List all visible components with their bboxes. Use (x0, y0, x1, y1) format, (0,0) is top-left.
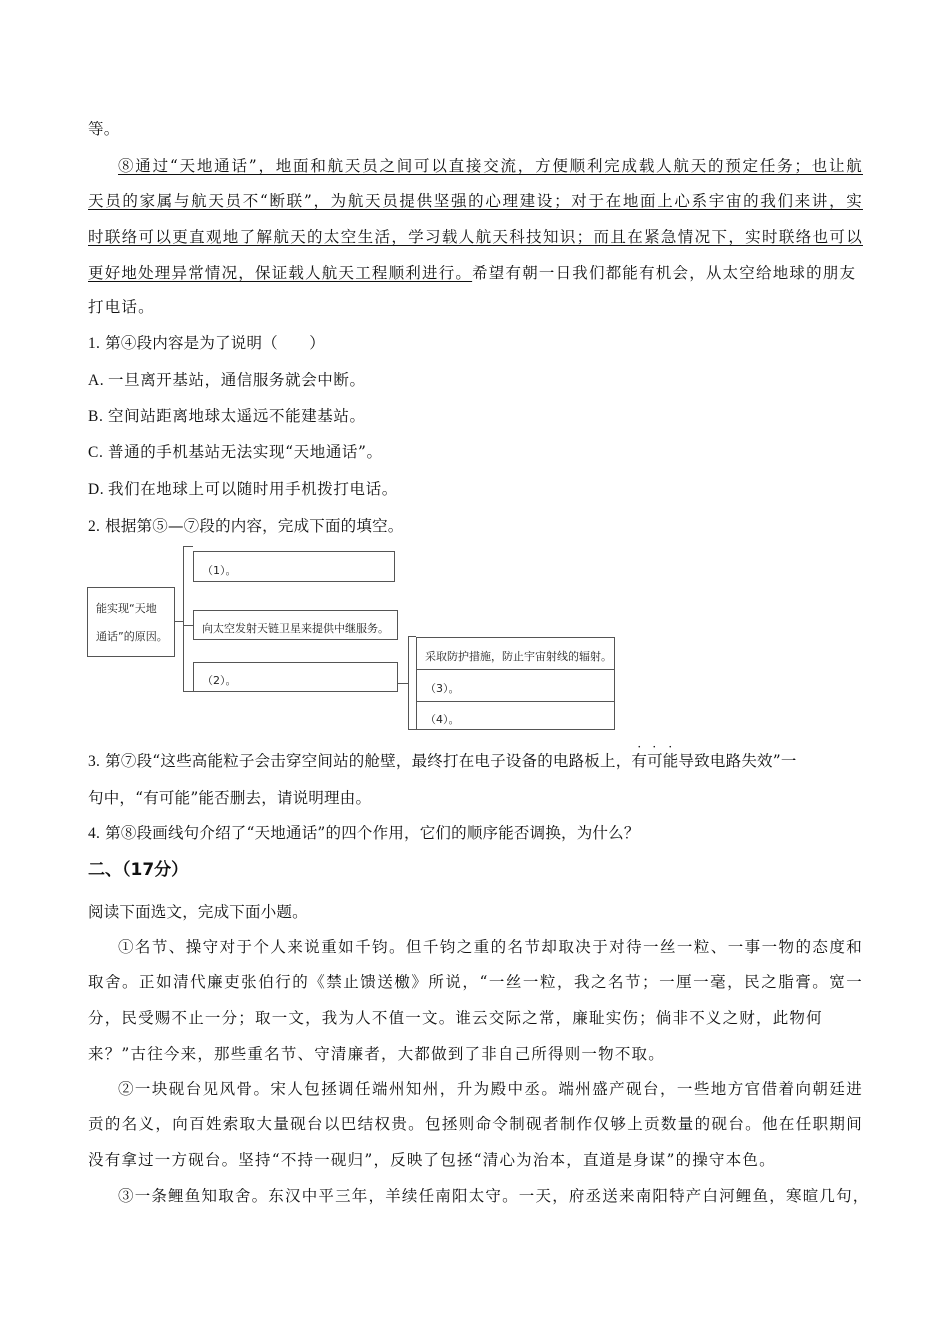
question-number: 3. (88, 753, 101, 770)
emphasized-word: · · · 有可能 (631, 740, 679, 770)
sub-reason-text: 采取防护措施，防止宇宙射线的辐射。 (425, 650, 612, 663)
option-b[interactable] (88, 405, 863, 428)
option-key: D. (88, 481, 105, 498)
passage-p2-line-2: 贡的名义，向百姓索取大量砚台以巴结权贵。包拯则命令制砚者制作仅够上贡数量的砚台。他在任职期间 (88, 1115, 863, 1133)
underlined-sentence: 更好地处理异常情况，保证载人航天工程顺利进行。 (88, 264, 473, 282)
connector (408, 636, 409, 730)
question-text: 第④段内容是为了说明（ ） (105, 334, 325, 352)
option-key: B. (88, 408, 104, 425)
question-3-line-2: 句中，“有可能”能否删去，请说明理由。 (88, 789, 372, 807)
question-number: 2. (88, 518, 101, 535)
passage-p2-line-1: ②一块砚台见风骨。宋人包拯调任端州知州，升为殿中丞。端州盛产砚台，一些地方官借着向朝廷进 (118, 1080, 863, 1098)
question-number: 4. (88, 825, 101, 842)
question-text: 第⑧段画线句介绍了“天地通话”的四个作用，它们的顺序能否调换，为什么？ (105, 824, 640, 842)
connector (183, 546, 184, 691)
diagram-root-box (87, 587, 175, 657)
blank-box-2[interactable] (193, 662, 398, 692)
blank-box-1[interactable] (193, 551, 395, 582)
para8-line-4 (88, 262, 863, 284)
connector (408, 636, 416, 637)
para8-line-2: 天员的家属与航天员不“断联”，为航天员提供坚强的心理建设；对于在地面上心系宇宙的我们来讲，实 (88, 192, 863, 210)
option-text: 空间站距离地球太遥远不能建基站。 (108, 407, 366, 425)
root-label-line-1: 能实现“天地 (96, 602, 157, 615)
connector (183, 691, 193, 692)
connector (183, 625, 193, 626)
para8-line-1: ⑧通过“天地通话”，地面和航天员之间可以直接交流，方便顺利完成载人航天的预定任务；也让航 (118, 157, 863, 175)
option-text: 普通的手机基站无法实现“天地通话”。 (108, 443, 383, 461)
option-d[interactable] (88, 478, 863, 501)
para8-line-3: 时联络可以更直观地了解航天的太空生活，学习载人航天科技知识；而且在紧急情况下，实时联络也可以 (88, 228, 863, 246)
passage-p1-line-2: 取舍。正如清代廉吏张伯行的《禁止馈送檄》所说，“一丝一粒，我之名节；一厘一毫，民之脂膏。宽一 (88, 973, 863, 991)
passage-p2-line-3: 没有拿过一方砚台。坚持“不持一砚归”，反映了包拯“清心为治本，直道是身谋”的操守本色。 (88, 1151, 776, 1169)
blank-label-4[interactable]: （4）。 (425, 713, 460, 726)
question-3 (88, 740, 863, 773)
question-text: 第⑦段“这些高能粒子会击穿空间站的舱壁，最终打在电子设备的电路板上， (105, 752, 632, 770)
root-label-line-2: 通话”的原因。 (96, 630, 168, 643)
question-1 (88, 332, 863, 355)
text-line: 等。 (88, 120, 120, 138)
blank-label: （2）。 (202, 674, 237, 687)
option-c[interactable] (88, 441, 863, 464)
connector (175, 621, 183, 622)
option-text: 我们在地球上可以随时用手机拨打电话。 (108, 480, 398, 498)
emphasized-text: 有可能 (631, 752, 679, 770)
reason-box-satellite (193, 610, 398, 640)
option-a[interactable] (88, 369, 863, 392)
option-key: A. (88, 372, 105, 389)
passage-p1-line-3: 分，民受赐不止一分；取一文，我为人不值一文。谁云交际之常，廉耻实伤；倘非不义之财，此物何 (88, 1009, 823, 1027)
question-2 (88, 515, 863, 538)
blank-label: （1）。 (202, 564, 237, 577)
section-title: 二、（17分） (88, 860, 189, 880)
passage-p3-line-1: ③一条鲤鱼知取舍。东汉中平三年，羊续任南阳太守。一天，府丞送来南阳特产白河鲤鱼，寒暄几句， (118, 1187, 870, 1205)
passage-p1-line-1: ①名节、操守对于个人来说重如千钧。但千钧之重的名节却取决于对待一丝一粒、一事一物的态度和 (118, 938, 863, 956)
connector (183, 546, 193, 547)
divider (417, 701, 614, 702)
question-number: 1. (88, 335, 101, 352)
section-intro: 阅读下面选文，完成下面小题。 (88, 903, 308, 921)
question-text-after: 导致电路失效”一 (678, 752, 797, 770)
question-text: 根据第⑤—⑦段的内容，完成下面的填空。 (105, 517, 404, 535)
option-text: 一旦离开基站，通信服务就会中断。 (108, 371, 366, 389)
connector (408, 729, 416, 730)
sub-reasons-box (416, 637, 615, 730)
para8-line-5: 打电话。 (88, 298, 155, 316)
question-4 (88, 822, 863, 845)
blank-label-3[interactable]: （3）。 (425, 682, 460, 695)
option-key: C. (88, 444, 104, 461)
reason-text: 向太空发射天链卫星来提供中继服务。 (202, 622, 389, 635)
divider (417, 669, 614, 670)
passage-p1-line-4: 来？”古往今来，那些重名节、守清廉者，大都做到了非自己所得则一物不取。 (88, 1045, 665, 1063)
para8-tail: 希望有朝一日我们都能有机会，从太空给地球的朋友 (472, 264, 857, 282)
connector (398, 683, 408, 684)
